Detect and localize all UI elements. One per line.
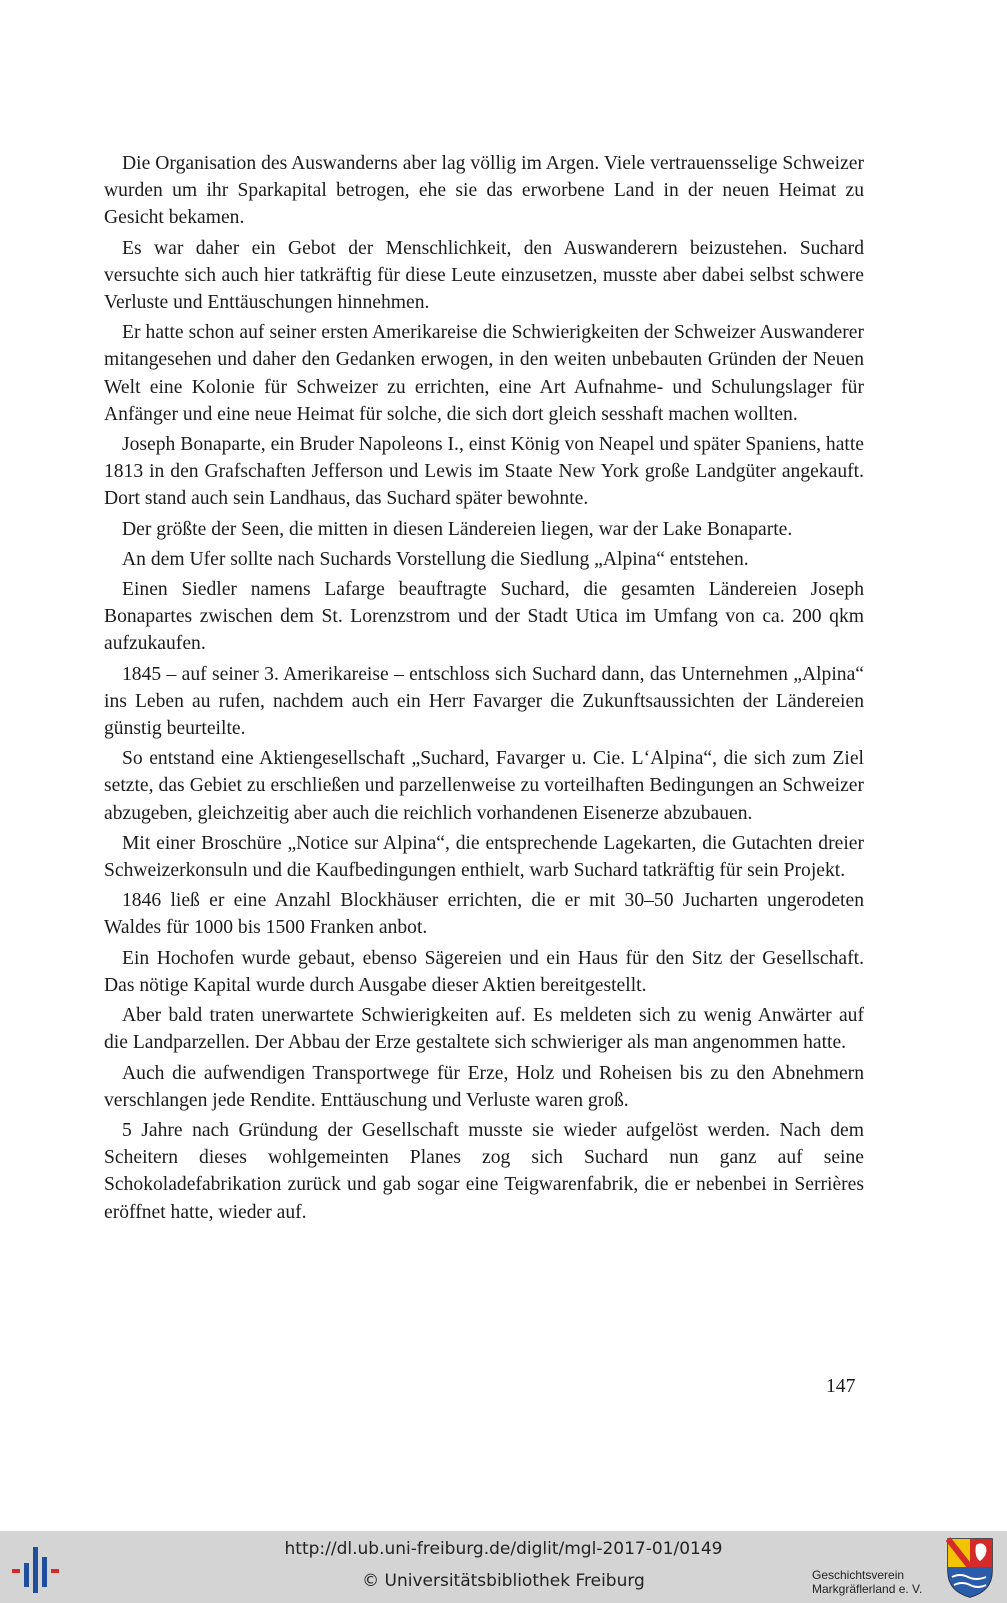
paragraph: Er hatte schon auf seiner ersten Amerikareise die Schwierigkeiten der Schweizer Auswanderer mitangesehen und daher den Gedanken erwogen, in den weiten unbebauten Gründen der Neuen Welt eine Kolonie für Schweizer zu errichten, eine Art Aufnahme- und Schulungslager für Anfänger und eine neue Heimat für solche, die sich dort gleich sesshaft machen wollten. <box>104 322 864 425</box>
paragraph: 1845 – auf seiner 3. Amerikareise – entschloss sich Suchard dann, das Unternehmen „Alpina“ ins Leben au rufen, nachdem auch ein Herr Favarger die Zukunftsaussichten der Ländereien günstig beurteilte. <box>104 663 864 740</box>
paragraph: Joseph Bonaparte, ein Bruder Napoleons I., einst König von Neapel und später Spaniens, hatte 1813 in den Grafschaften Jefferson und Lewis im Staate New York große Landgüter angekauft. Dort stand auch sein Landhaus, das Suchard später bewohnte. <box>104 434 864 510</box>
paragraph: Auch die aufwendigen Transportwege für Erze, Holz und Roheisen bis zu den Abnehmern verschlangen jede Rendite. Enttäuschung und Verluste waren groß. <box>104 1062 864 1111</box>
society-name-line2: Markgräflerland e. V. <box>812 1582 923 1596</box>
body-text <box>104 150 864 1229</box>
footer-url-link[interactable]: http://dl.ub.uni-freiburg.de/diglit/mgl-2017-01/0149 <box>284 1539 723 1559</box>
footer-copyright: © Universitätsbibliothek Freiburg <box>362 1571 645 1591</box>
coat-of-arms-icon <box>946 1537 994 1599</box>
paragraph: Es war daher ein Gebot der Menschlichkeit, den Auswanderern beizustehen. Suchard versuchte sich auch hier tatkräftig für diese Leute einzusetzen, musste aber dabei selbst schwere Verluste und Enttäuschungen hinnehmen. <box>104 237 864 314</box>
paragraph: 5 Jahre nach Gründung der Gesellschaft musste sie wieder aufgelöst werden. Nach dem Scheitern dieses wohlgemeinten Planes zog sich Suchard nun ganz auf seine Schokoladefabrikation zurück und gab sogar eine Teigwarenfabrik, die er nebenbei in Serrières eröffnet hatte, wieder auf. <box>104 1119 864 1223</box>
paragraph: Der größte der Seen, die mitten in diesen Ländereien liegen, war der Lake Bonaparte. <box>122 518 793 540</box>
paragraph: Einen Siedler namens Lafarge beauftragte Suchard, die gesamten Ländereien Joseph Bonapartes zwischen dem St. Lorenzstrom und der Stadt Utica im Umfang von ca. 200 qkm aufzukaufen. <box>104 579 864 655</box>
paragraph: An dem Ufer sollte nach Suchards Vorstellung die Siedlung „Alpina“ entstehen. <box>122 548 749 570</box>
page-number: 147 <box>826 1376 856 1397</box>
society-name-line1: Geschichtsverein <box>812 1568 905 1582</box>
paragraph: Mit einer Broschüre „Notice sur Alpina“, die entsprechende Lagekarten, die Gutachten dreier Schweizerkonsuln und die Kaufbedingungen enthielt, warb Suchard tatkräftig für sein Projekt. <box>104 832 864 882</box>
footer-bar <box>0 1531 1007 1603</box>
society-name <box>812 1568 922 1596</box>
paragraph: Die Organisation des Auswanderns aber lag völlig im Argen. Viele vertrauensselige Schweizer wurden um ihr Sparkapital betrogen, ehe sie das erworbene Land in der neuen Heimat zu Gesicht bekamen. <box>104 153 864 229</box>
paragraph: So entstand eine Aktiengesellschaft „Suchard, Favarger u. Cie. L‘Alpina“, die sich zum Ziel setzte, das Gebiet zu erschließen und parzellenweise zu vorteilhaften Bedingungen an Schweizer abzugeben, gleichzeitig aber auch die reichlich vorhandenen Eisenerze abzubauen. <box>104 748 864 824</box>
paragraph: Ein Hochofen wurde gebaut, ebenso Sägereien und ein Haus für den Sitz der Gesellschaft. Das nötige Kapital wurde durch Ausgabe dieser Aktien bereitgestellt. <box>104 947 864 996</box>
paragraph: Aber bald traten unerwartete Schwierigkeiten auf. Es meldeten sich zu wenig Anwärter auf die Landparzellen. Der Abbau der Erze gestaltete sich schwieriger als man angenommen hatte. <box>104 1005 864 1054</box>
paragraph: 1846 ließ er eine Anzahl Blockhäuser errichten, die er mit 30–50 Jucharten ungerodeten Waldes für 1000 bis 1500 Franken anbot. <box>104 890 864 939</box>
